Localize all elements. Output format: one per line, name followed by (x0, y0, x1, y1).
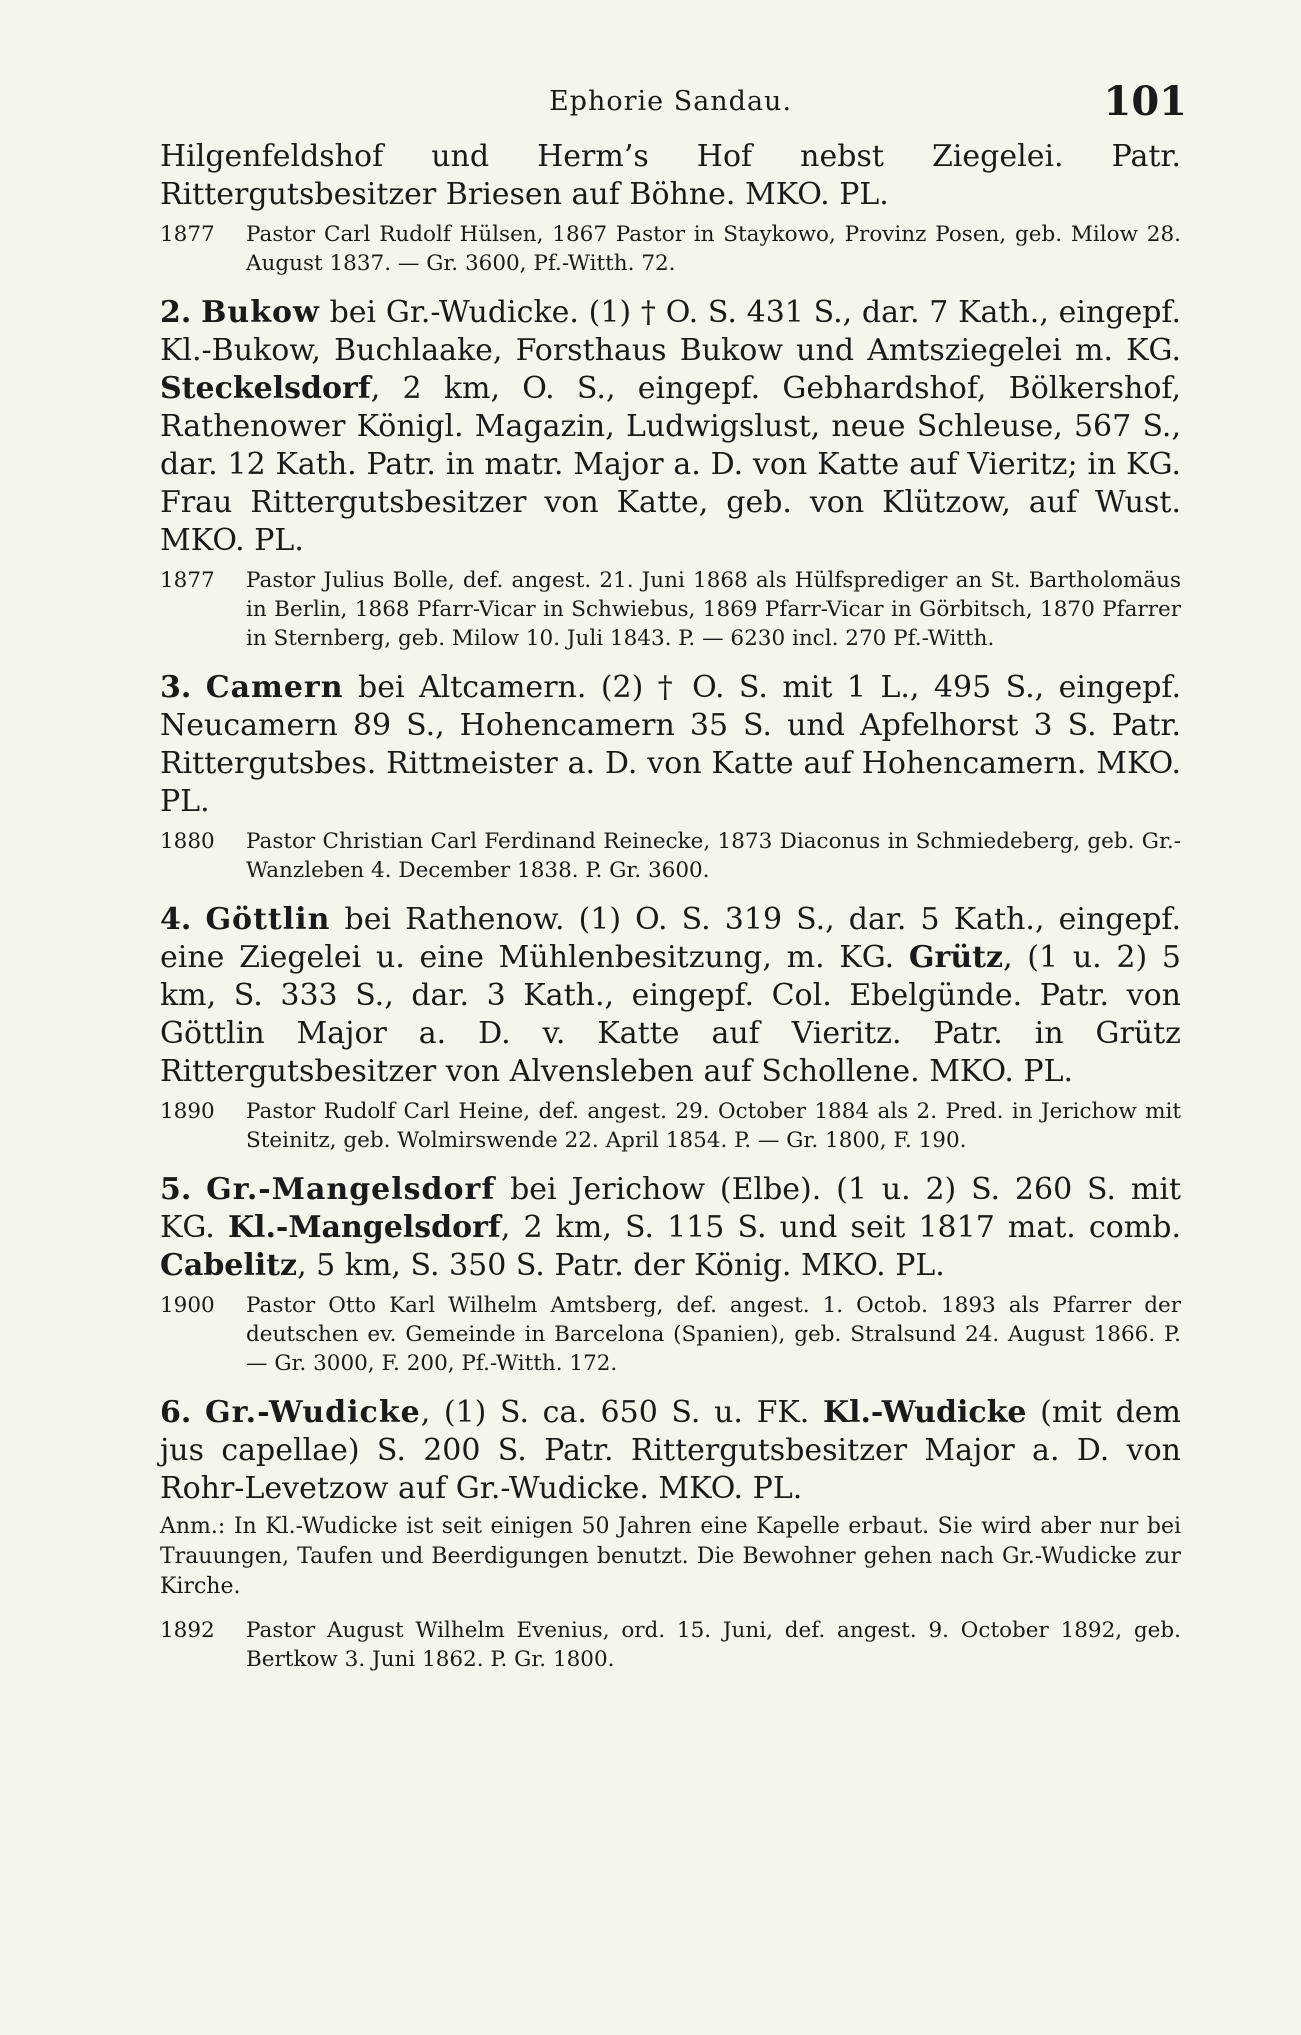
pastor-text: Pastor Julius Bolle, def. angest. 21. Juni 1868 als Hülfsprediger an St. Bartholomäus in Berlin, 1868 Pfarr-Vicar in Schwiebus, 1869 Pfarr-Vicar in Görbitsch, 1870 Pfarrer in Sternberg, geb. Milow 10. Juli 1843. P. — 6230 incl. 270 Pf.-Witth. (246, 568, 1181, 651)
entry-number: 4. (160, 902, 192, 937)
parish-name: Göttlin (205, 902, 331, 937)
entry-number: 3. (160, 670, 192, 705)
pastor-entry (160, 220, 1181, 278)
entry-number: 5. (160, 1172, 192, 1207)
parish-name: Camern (205, 670, 344, 705)
pastor-text: Pastor Rudolf Carl Heine, def. angest. 29. October 1884 als 2. Pred. in Jerichow mit Steinitz, geb. Wolmirswende 22. April 1854. P. — Gr. 1800, F. 190. (246, 1099, 1181, 1153)
running-title: Ephorie Sandau. (548, 86, 793, 117)
parish-text-2: , 2 km, S. 115 S. und seit 1817 mat. comb. (500, 1210, 1181, 1245)
parish-entry-5 (160, 1171, 1181, 1378)
pastor-entry (160, 1616, 1181, 1674)
parish-text-2: , 2 km, O. S., eingepf. Gebhardshof, Bölkershof, Rathenower Königl. Magazin, Ludwigslust, neue Schleuse, 567 S., dar. 12 Kath. Patr. in matr. Major a. D. von Katte auf Vieritz; in KG. Frau Rittergutsbesitzer von Katte, geb. von Klützow, auf Wust. MKO. PL. (160, 371, 1181, 558)
pastor-entry (160, 1097, 1181, 1155)
entry-number: 6. (160, 1395, 192, 1430)
filial-name: Grütz (908, 940, 1004, 975)
pastor-text: Pastor Christian Carl Ferdinand Reinecke, 1873 Diaconus in Schmiedeberg, geb. Gr.-Wanzleben 4. December 1838. P. Gr. 3600. (246, 829, 1181, 883)
intro-paragraph: Hilgenfeldshof und Herm’s Hof nebst Ziegelei. Patr. Rittergutsbesitzer Briesen auf Böhne. MKO. PL. (160, 139, 1181, 212)
pastor-year: 1900 (160, 1293, 215, 1318)
filial-name: Steckelsdorf (160, 371, 371, 406)
pastor-year: 1877 (160, 222, 215, 247)
parish-entry-2 (160, 294, 1181, 653)
parish-name: Gr.-Mangelsdorf (206, 1172, 496, 1207)
parish-text: bei Jerichow (Elbe). (1 u. 2) S. 260 S. mit KG. (160, 1172, 1181, 1245)
parish-name: Gr.-Wudicke (204, 1395, 421, 1430)
running-header (160, 78, 1187, 138)
parish-paragraph (160, 1171, 1181, 1285)
parish-text: bei Altcamern. (2) † O. S. mit 1 L., 495 S., eingepf. Neucamern 89 S., Hohencamern 35 S. und Apfelhorst 3 S. Patr. Rittergutsbes. Rittmeister a. D. von Katte auf Hohencamern. MKO. PL. (160, 670, 1181, 819)
parish-text: bei Rathenow. (1) O. S. 319 S., dar. 5 Kath., eingepf. eine Ziegelei u. eine Mühlenbesitzung, m. KG. (160, 902, 1181, 975)
parish-entry-3 (160, 669, 1181, 885)
filial-name: Kl.-Mangelsdorf (227, 1210, 501, 1245)
parish-text-2: (mit dem jus capellae) S. 200 S. Patr. Rittergutsbesitzer Major a. D. von Rohr-Levetzow auf Gr.-Wudicke. MKO. PL. (160, 1395, 1181, 1506)
parish-entry-6 (160, 1394, 1181, 1674)
parish-name: Bukow (201, 295, 320, 330)
pastor-year: 1892 (160, 1618, 215, 1643)
parish-paragraph (160, 901, 1181, 1091)
pastor-text: Pastor August Wilhelm Evenius, ord. 15. Juni, def. angest. 9. October 1892, geb. Bertkow 3. Juni 1862. P. Gr. 1800. (246, 1618, 1181, 1672)
pastor-entry (160, 827, 1181, 885)
parish-text: bei Gr.-Wudicke. (1) † O. S. 431 S., dar. 7 Kath., eingepf. Kl.-Bukow, Buchlaake, Forsthaus Bukow und Amtsziegelei m. KG. (160, 295, 1181, 368)
filial-name: Kl.-Wudicke (822, 1395, 1027, 1430)
parish-paragraph (160, 669, 1181, 821)
pastor-entry (160, 566, 1181, 653)
pastor-entry (160, 1291, 1181, 1378)
filial-name-2: Cabelitz (160, 1248, 298, 1283)
pastor-text: Pastor Otto Karl Wilhelm Amtsberg, def. angest. 1. Octob. 1893 als Pfarrer der deutschen ev. Gemeinde in Barcelona (Spanien), geb. Stralsund 24. August 1866. P. — Gr. 3000, F. 200, Pf.-Witth. 172. (246, 1293, 1181, 1376)
parish-paragraph (160, 1394, 1181, 1508)
pastor-year: 1877 (160, 568, 215, 593)
pastor-year: 1890 (160, 1099, 215, 1124)
parish-text-2: , (1 u. 2) 5 km, S. 333 S., dar. 3 Kath., eingepf. Col. Ebelgünde. Patr. von Göttlin Major a. D. v. Katte auf Vieritz. Patr. in Grütz Rittergutsbesitzer von Alvensleben auf Schollene. MKO. PL. (160, 940, 1181, 1089)
parish-text-3: , 5 km, S. 350 S. Patr. der König. MKO. PL. (297, 1248, 945, 1283)
page-number: 101 (1103, 78, 1187, 125)
parish-paragraph (160, 294, 1181, 560)
pastor-year: 1880 (160, 829, 215, 854)
annotation-note: Anm.: In Kl.-Wudicke ist seit einigen 50 Jahren eine Kapelle erbaut. Sie wird aber nur bei Trauungen, Taufen und Beerdigungen benutzt. Die Bewohner gehen nach Gr.-Wudicke zur Kirche. (160, 1514, 1181, 1599)
parish-text: , (1) S. ca. 650 S. u. FK. (420, 1395, 823, 1430)
parish-entry-4 (160, 901, 1181, 1155)
pastor-text: Pastor Carl Rudolf Hülsen, 1867 Pastor in Staykowo, Provinz Posen, geb. Milow 28. August 1837. — Gr. 3600, Pf.-Witth. 72. (246, 222, 1181, 276)
entry-number: 2. (160, 295, 192, 330)
